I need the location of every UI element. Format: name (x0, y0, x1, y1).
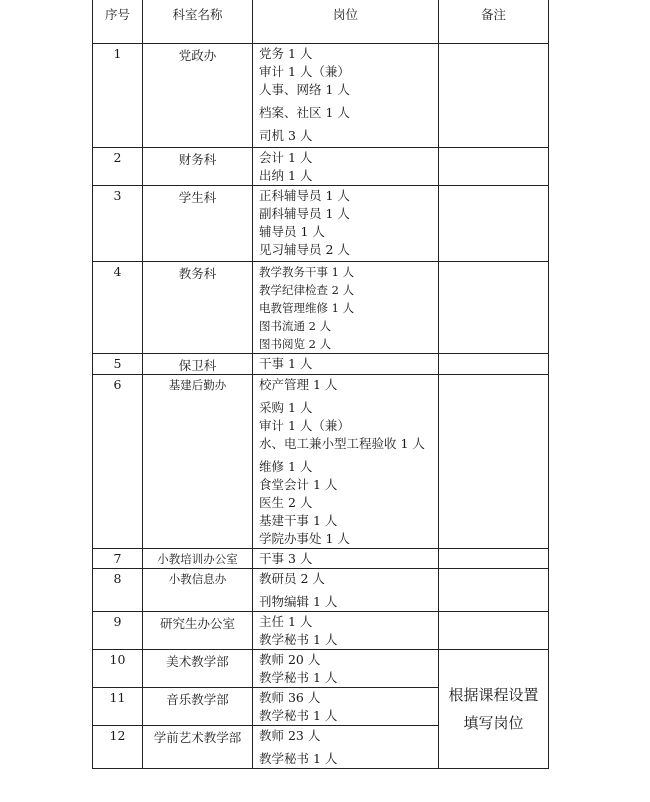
row-positions (253, 612, 439, 650)
row-positions (253, 726, 439, 769)
header-dept: 科室名称 (143, 0, 253, 44)
staffing-table-container (92, 0, 549, 769)
table-row (93, 549, 549, 569)
row-dept: 基建后勤办 (143, 375, 253, 549)
position-item: 医生 2 人 (259, 495, 313, 510)
row-positions (253, 569, 439, 612)
staffing-table (92, 0, 549, 769)
position-item: 教学秘书 1 人 (259, 632, 338, 647)
row-note (439, 569, 549, 612)
row-note (439, 44, 549, 148)
position-item: 党务 1 人 (259, 46, 313, 61)
row-dept: 美术教学部 (143, 650, 253, 688)
row-dept: 小教培训办公室 (143, 549, 253, 569)
row-note (439, 354, 549, 375)
position-item: 教学秘书 1 人 (259, 670, 338, 685)
table-row (93, 612, 549, 650)
table-row (93, 569, 549, 612)
row-positions (253, 262, 439, 354)
position-item: 水、电工兼小型工程验收 1 人 (259, 436, 425, 451)
position-item: 图书流通 2 人 (259, 319, 332, 333)
header-index: 序号 (93, 0, 143, 44)
table-row (93, 354, 549, 375)
note-line: 根据课程设置 (448, 686, 539, 704)
row-index: 5 (93, 354, 143, 375)
position-item: 人事、网络 1 人 (259, 82, 350, 97)
position-item: 档案、社区 1 人 (259, 105, 350, 120)
position-item: 教师 36 人 (259, 690, 321, 705)
row-note (439, 549, 549, 569)
row-positions (253, 148, 439, 186)
position-item: 出纳 1 人 (259, 168, 313, 183)
row-positions (253, 688, 439, 726)
row-index: 7 (93, 549, 143, 569)
position-item: 审计 1 人（兼） (259, 418, 350, 433)
table-row (93, 262, 549, 354)
row-positions (253, 186, 439, 262)
row-positions (253, 44, 439, 148)
position-item: 维修 1 人 (259, 459, 313, 474)
position-item: 采购 1 人 (259, 400, 313, 415)
row-dept: 小教信息办 (143, 569, 253, 612)
row-dept: 党政办 (143, 44, 253, 148)
position-item: 教师 23 人 (259, 728, 321, 743)
row-note (439, 262, 549, 354)
row-index: 9 (93, 612, 143, 650)
row-note (439, 375, 549, 549)
row-index: 6 (93, 375, 143, 549)
header-note: 备注 (439, 0, 549, 44)
row-dept: 学前艺术教学部 (143, 726, 253, 769)
position-item: 教学教务干事 1 人 (259, 265, 355, 279)
row-positions (253, 549, 439, 569)
row-dept: 音乐教学部 (143, 688, 253, 726)
row-positions (253, 375, 439, 549)
row-index: 8 (93, 569, 143, 612)
row-index: 10 (93, 650, 143, 688)
position-item: 教学纪律检查 2 人 (259, 283, 355, 297)
row-index: 4 (93, 262, 143, 354)
position-item: 图书阅览 2 人 (259, 337, 332, 351)
position-item: 教学秘书 1 人 (259, 751, 338, 766)
position-item: 干事 3 人 (259, 551, 313, 566)
row-index: 11 (93, 688, 143, 726)
note-line: 填写岗位 (463, 714, 524, 732)
row-note (439, 186, 549, 262)
row-note (439, 148, 549, 186)
row-dept: 教务科 (143, 262, 253, 354)
table-row (93, 650, 549, 688)
row-index: 1 (93, 44, 143, 148)
row-index: 2 (93, 148, 143, 186)
position-item: 学院办事处 1 人 (259, 531, 350, 546)
table-row (93, 375, 549, 549)
position-item: 电教管理维修 1 人 (259, 301, 355, 315)
row-note (439, 612, 549, 650)
position-item: 正科辅导员 1 人 (259, 188, 350, 203)
position-item: 基建干事 1 人 (259, 513, 338, 528)
position-item: 刊物编辑 1 人 (259, 594, 338, 609)
position-item: 教学秘书 1 人 (259, 708, 338, 723)
position-item: 辅导员 1 人 (259, 224, 325, 239)
merged-note-cell (439, 650, 549, 769)
position-item: 会计 1 人 (259, 150, 313, 165)
position-item: 干事 1 人 (259, 356, 313, 371)
position-item: 主任 1 人 (259, 614, 313, 629)
row-positions (253, 650, 439, 688)
table-row (93, 186, 549, 262)
row-dept: 学生科 (143, 186, 253, 262)
position-item: 教研员 2 人 (259, 571, 325, 586)
header-position: 岗位 (253, 0, 439, 44)
table-row (93, 44, 549, 148)
position-item: 副科辅导员 1 人 (259, 206, 350, 221)
position-item: 教师 20 人 (259, 652, 321, 667)
row-index: 3 (93, 186, 143, 262)
table-header-row (93, 0, 549, 44)
table-row (93, 148, 549, 186)
position-item: 校产管理 1 人 (259, 377, 338, 392)
row-dept: 保卫科 (143, 354, 253, 375)
row-dept: 研究生办公室 (143, 612, 253, 650)
row-positions (253, 354, 439, 375)
position-item: 食堂会计 1 人 (259, 477, 338, 492)
position-item: 司机 3 人 (259, 128, 313, 143)
row-index: 12 (93, 726, 143, 769)
row-dept: 财务科 (143, 148, 253, 186)
position-item: 审计 1 人（兼） (259, 64, 350, 79)
position-item: 见习辅导员 2 人 (259, 242, 350, 257)
